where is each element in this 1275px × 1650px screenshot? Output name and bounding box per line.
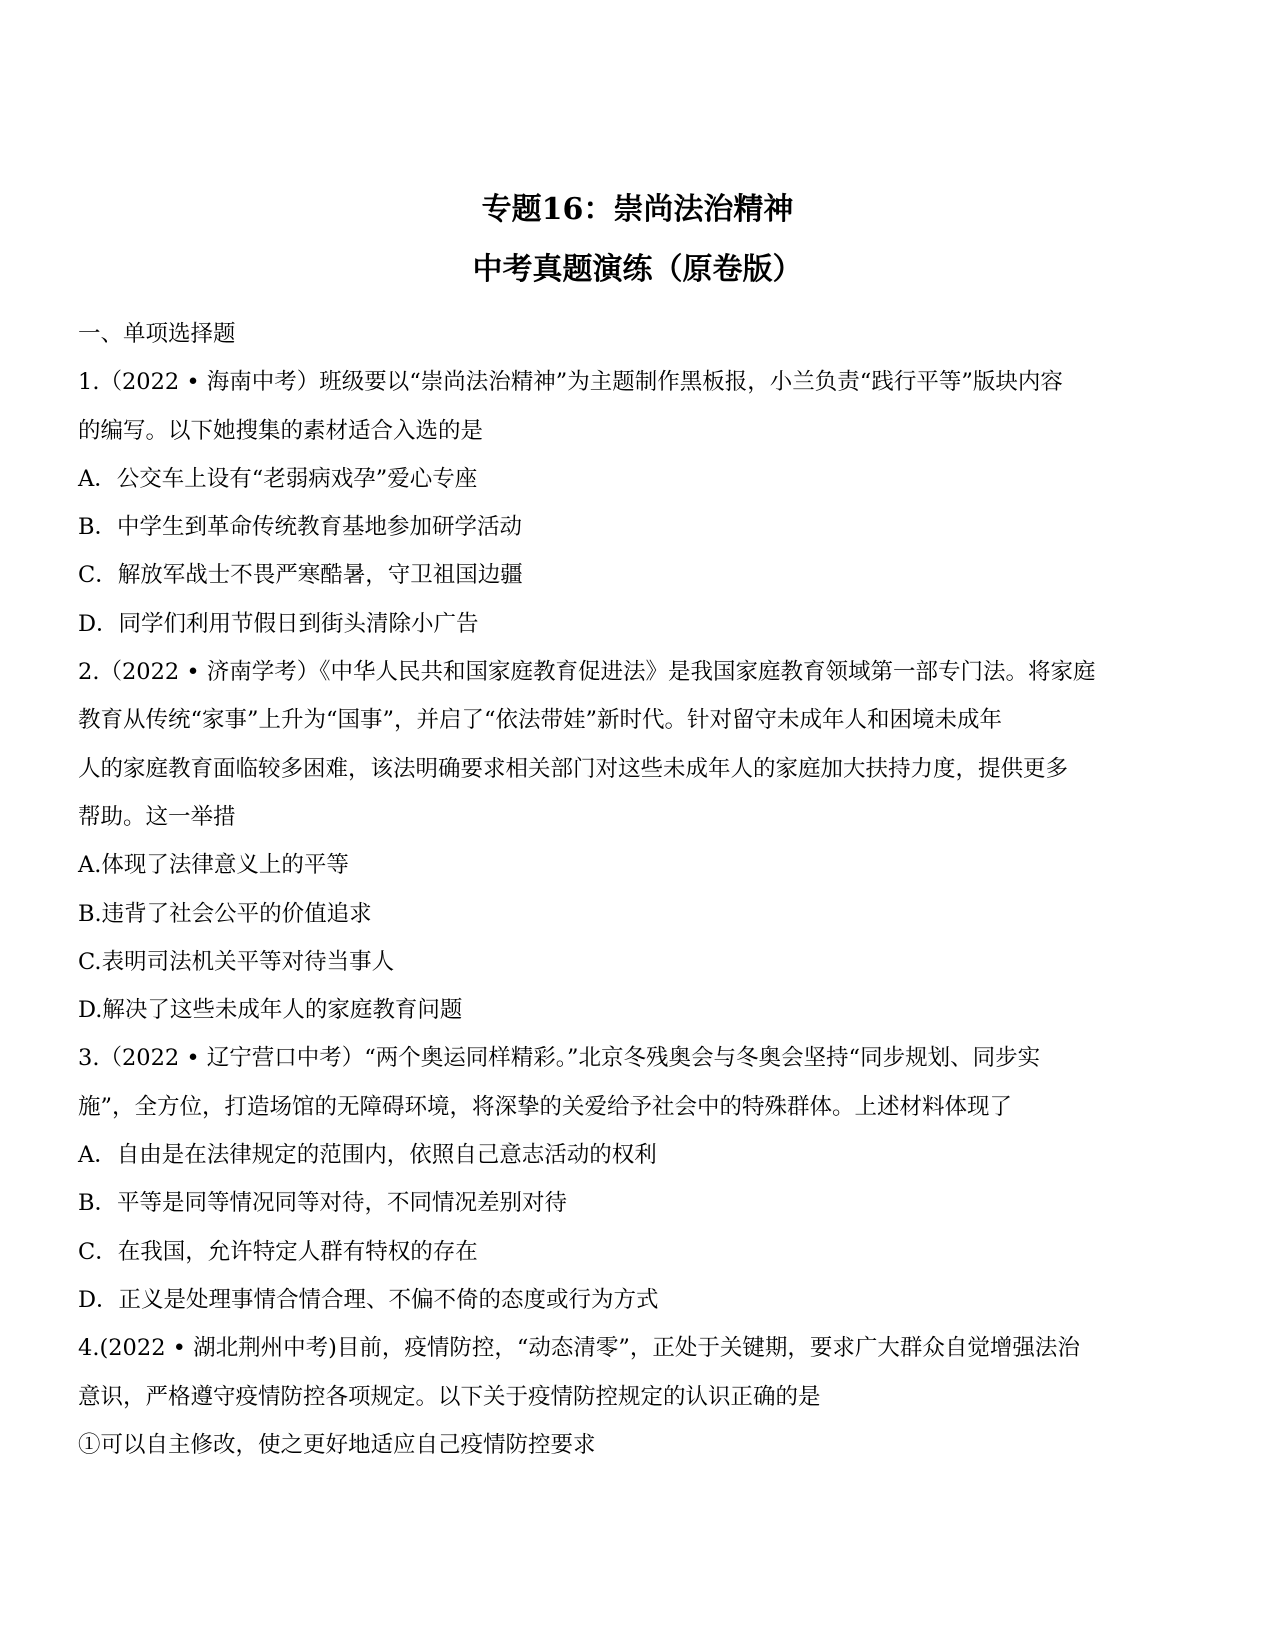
answer-option-c: C.表明司法机关平等对待当事人 xyxy=(78,948,395,975)
answer-option-b: B.违背了社会公平的价值追求 xyxy=(78,900,372,927)
answer-option-a: A.体现了法律意义上的平等 xyxy=(78,852,349,879)
question-3 xyxy=(78,1034,1200,1324)
question-1 xyxy=(78,358,1200,648)
question-stem-line: 施”，全方位，打造场馆的无障碍环境，将深挚的关爱给予社会中的特殊群体。上述材料体现了 xyxy=(78,1093,1013,1120)
answer-option-b: B．中学生到革命传统教育基地参加研学活动 xyxy=(78,514,523,541)
question-stem-line: 教育从传统“家事”上升为“国事”，并启了“依法带娃”新时代。针对留守未成年人和困境未成年 xyxy=(78,707,1003,734)
answer-option-c: C．解放军战士不畏严寒酷暑，守卫祖国边疆 xyxy=(78,562,523,589)
answer-option-d: D.解决了这些未成年人的家庭教育问题 xyxy=(78,997,463,1024)
question-stem-line: 1.（2022 • 海南中考）班级要以“崇尚法治精神”为主题制作黑板报，小兰负责“践行平等”版块内容 xyxy=(78,369,1063,396)
question-stem-line: 3.（2022 • 辽宁营口中考）“两个奥运同样精彩。”北京冬残奥会与冬奥会坚持“同步规划、同步实 xyxy=(78,1045,1041,1072)
question-stem-line: 帮助。这一举措 xyxy=(78,803,236,830)
answer-option-d: D．正义是处理事情合情合理、不偏不倚的态度或行为方式 xyxy=(78,1286,659,1313)
answer-option-a: A．自由是在法律规定的范围内，依照自己意志活动的权利 xyxy=(78,1142,657,1169)
question-2 xyxy=(78,648,1200,1034)
answer-option-d: D．同学们利用节假日到街头清除小广告 xyxy=(78,610,479,637)
question-stem-line: 的编写。以下她搜集的素材适合入选的是 xyxy=(78,417,484,444)
document-subtitle: 中考真题演练（原卷版） xyxy=(472,252,803,287)
question-stem-line: 人的家庭教育面临较多困难，该法明确要求相关部门对这些未成年人的家庭加大扶持力度，提供更多 xyxy=(78,755,1069,782)
question-stem-line: 意识，严格遵守疫情防控各项规定。以下关于疫情防控规定的认识正确的是 xyxy=(78,1383,821,1410)
answer-option-c: C．在我国，允许特定人群有特权的存在 xyxy=(78,1238,478,1265)
section-heading: 一、单项选择题 xyxy=(78,321,236,347)
answer-option-a: A．公交车上设有“老弱病戏孕”爱心专座 xyxy=(78,465,478,492)
document-body xyxy=(78,310,1200,1469)
question-stem-line: 4.(2022 • 湖北荆州中考)目前，疫情防控，“动态清零”，正处于关键期，要求广大群众自觉增强法治 xyxy=(78,1335,1080,1362)
answer-option-b: B．平等是同等情况同等对待，不同情况差别对待 xyxy=(78,1190,568,1217)
question-4 xyxy=(78,1324,1200,1469)
document-title: 专题16：崇尚法治精神 xyxy=(481,192,794,227)
question-stem-line: 2.（2022 • 济南学考）《中华人民共和国家庭教育促进法》是我国家庭教育领域第一部专门法。将家庭 xyxy=(78,659,1096,686)
answer-option-1: ①可以自主修改，使之更好地适应自己疫情防控要求 xyxy=(78,1431,596,1458)
